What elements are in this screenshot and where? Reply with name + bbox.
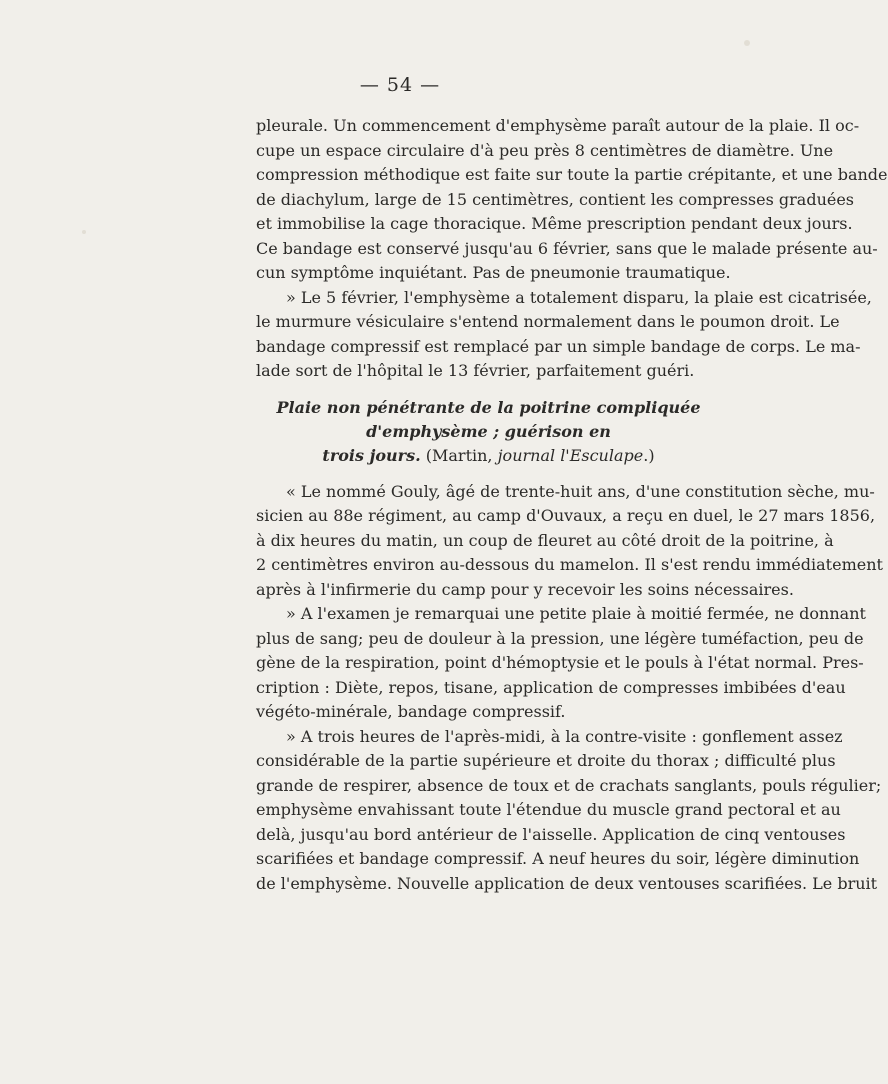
text-line: de l'emphysème. Nouvelle application de deux ventouses scarifiées. Le bruit (256, 873, 878, 893)
paper-spot (82, 230, 86, 234)
heading-line-2 (256, 444, 721, 468)
heading-italic: trois jours. (322, 445, 421, 465)
text-line: scarifiées et bandage compressif. A neuf heures du soir, légère diminution (256, 849, 860, 868)
paragraph-1 (256, 114, 888, 286)
text-line: cupe un espace circulaire d'à peu près 8 centimètres de diamètre. Une (256, 140, 834, 160)
text-line: après à l'infirmerie du camp pour y recevoir les soins nécessaires. (256, 579, 794, 599)
source-close: .) (643, 445, 655, 465)
text-line: lade sort de l'hôpital le 13 février, parfaitement guéri. (256, 361, 695, 380)
text-line: à dix heures du matin, un coup de fleuret au côté droit de la poitrine, à (256, 530, 834, 550)
text-line: plus de sang; peu de douleur à la pression, une légère tuméfaction, peu de (256, 628, 864, 648)
text-line: et immobilise la cage thoracique. Même prescription pendant deux jours. (256, 214, 853, 233)
text-line: emphysème envahissant toute l'étendue du muscle grand pectoral et au (256, 800, 841, 819)
source-open: (Martin, (420, 445, 498, 465)
page-number: — 54 — (359, 74, 441, 96)
heading-line-1: Plaie non pénétrante de la poitrine compliquée d'emphysème ; guérison en (276, 397, 701, 441)
text-line: « Le nommé Gouly, âgé de trente-huit ans, d'une constitution sèche, mu- (286, 481, 875, 501)
paragraph-5 (256, 725, 882, 897)
text-line: Ce bandage est conservé jusqu'au 6 février, sans que le malade présente au- (256, 238, 878, 258)
section-heading (256, 396, 721, 468)
text-line: grande de respirer, absence de toux et de crachats sanglants, pouls régulier; (256, 775, 882, 795)
text-line: cription : Diète, repos, tisane, application de compresses imbibées d'eau (256, 677, 846, 697)
text-line: sicien au 88e régiment, au camp d'Ouvaux, a reçu en duel, le 27 mars 1856, (256, 506, 876, 525)
source-journal: journal l'Esculape (497, 445, 644, 465)
text-line: bandage compressif est remplacé par un simple bandage de corps. Le ma- (256, 336, 861, 356)
text-line: végéto-minérale, bandage compressif. (256, 702, 566, 721)
text-line: pleurale. Un commencement d'emphysème paraît autour de la plaie. Il oc- (256, 116, 860, 135)
paragraph-3 (256, 480, 883, 603)
text-line: le murmure vésiculaire s'entend normalement dans le poumon droit. Le (256, 312, 840, 331)
text-line: delà, jusqu'au bord antérieur de l'aisselle. Application de cinq ventouses (256, 824, 846, 844)
body-text (256, 114, 888, 896)
text-line: » Le 5 février, l'emphysème a totalement disparu, la plaie est cicatrisée, (286, 287, 872, 307)
text-line: 2 centimètres environ au-dessous du mamelon. Il s'est rendu immédiatement (256, 555, 883, 574)
text-line: » A l'examen je remarquai une petite plaie à moitié fermée, ne donnant (286, 604, 866, 623)
text-line: considérable de la partie supérieure et droite du thorax ; difficulté plus (256, 751, 836, 770)
paragraph-2 (256, 286, 872, 384)
text-line: cun symptôme inquiétant. Pas de pneumonie traumatique. (256, 263, 731, 282)
spacer (256, 468, 721, 480)
text-line: de diachylum, large de 15 centimètres, contient les compresses graduées (256, 189, 855, 209)
paper-spot (744, 40, 750, 46)
text-line: » A trois heures de l'après-midi, à la contre-visite : gonflement assez (286, 726, 843, 746)
text-line: compression méthodique est faite sur toute la partie crépitante, et une bande (256, 165, 888, 184)
text-line: gène de la respiration, point d'hémoptysie et le pouls à l'état normal. Pres- (256, 653, 864, 672)
paragraph-4 (256, 602, 866, 725)
